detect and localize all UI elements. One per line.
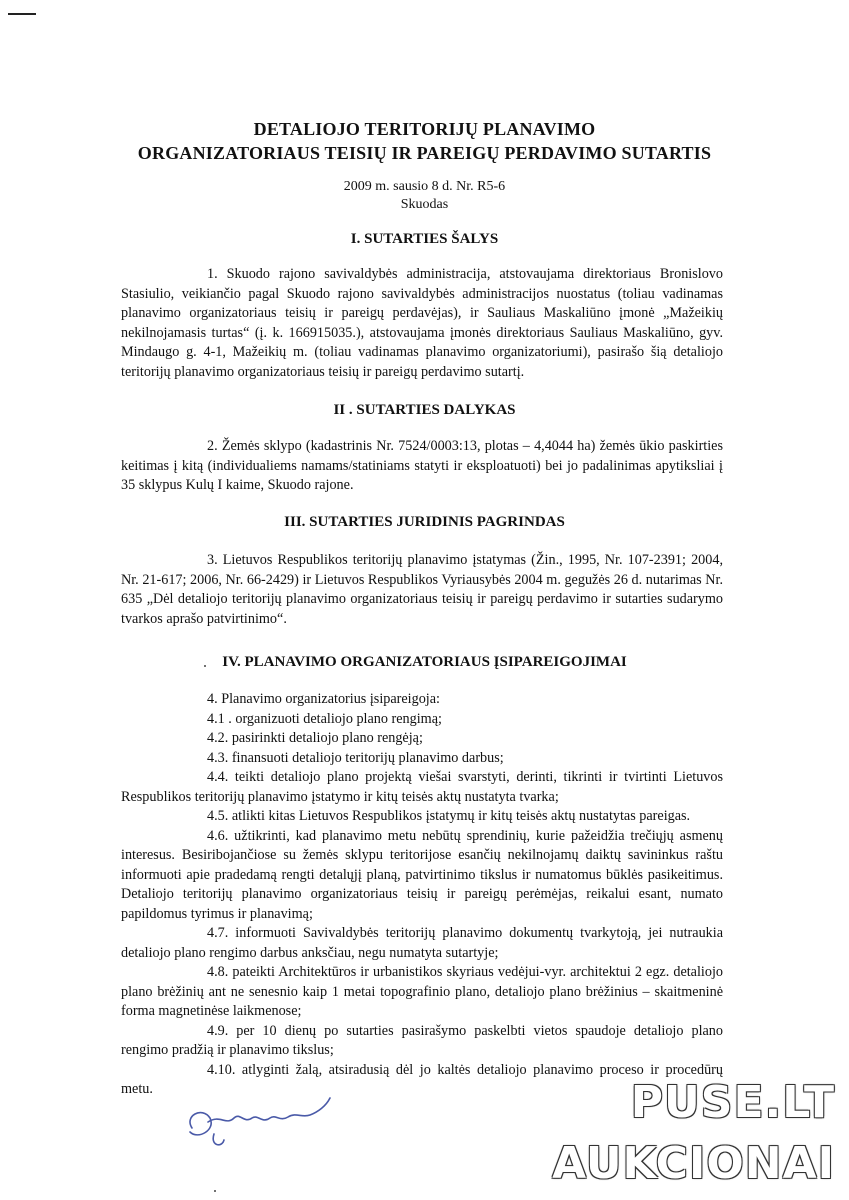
- list-item: 4.10. atlyginti žalą, atsiradusią dėl jo kaltės detaliojo planavimo proceso ir procedūrų metu.: [121, 1061, 723, 1097]
- list-item: 4.8. pateikti Architektūros ir urbanistikos skyriaus vedėjui-vyr. architektui 2 egz. detaliojo plano brėžinių ant ne senesnio kaip 1 metai topografinio plano, detaliojo plano brėžinius – skaitmeninė forma magnetinėse laikmenose;: [121, 964, 723, 1019]
- section-1-paragraph: 1. Skuodo rajono savivaldybės administracija, atstovaujama direktoriaus Bronislovo Stasiulio, veikiančio pagal Skuodo rajono savivaldybės administracijos nuostatus (toliau vadinamas planavimo organizatoriaus teisių ir pareigų perdavėjas), ir Sauliaus Maskaliūno įmonė „Mažeikių nekilnojamasis turtas“ (į. k. 166915035.), atstovaujama įmonės direktoriaus Sauliaus Maskaliūno, gyv. Mindaugo g. 4-1, Mažeikių m. (toliau vadinamas planavimo organizatoriumi), pasirašo šią detaliojo teritorijų planavimo organizatoriaus teisių ir pareigų perdavimo sutartį.: [121, 266, 723, 380]
- list-item: 4.9. per 10 dienų po sutarties pasirašymo paskelbti vietos spaudoje detaliojo plano rengimo pradžią ir planavimo tikslus;: [121, 1022, 723, 1058]
- section-3-paragraph: 3. Lietuvos Respublikos teritorijų planavimo įstatymas (Žin., 1995, Nr. 107-2391; 2004, Nr. 21-617; 2006, Nr. 66-2429) ir Lietuvos Respublikos Vyriausybės 2004 m. gegužės 26 d. nutarimas Nr. 635 „Dėl detaliojo teritorijų planavimo organizatoriaus teisių ir pareigų perdavimo ir sutarties sudarymo tvarkos aprašo patvirtinimo“.: [121, 552, 723, 627]
- list-item: 4.1 . organizuoti detaliojo plano rengimą;: [207, 710, 442, 727]
- list-item: 4.7. informuoti Savivaldybės teritorijų planavimo dokumentų tvarkytoją, jei nutraukia detaliojo plano rengimo darbus anksčiau, negu numatyta sutartyje;: [121, 925, 723, 961]
- watermark-line1: PUSE.LT: [630, 1077, 835, 1128]
- list-item: 4.6. užtikrinti, kad planavimo metu nebūtų sprendinių, kurie pažeidžia trečiųjų asmenų interesus. Besiribojančiose su žemės sklypu teritorijose esančių nekilnojamų daiktų savininkus raštu informuoti apie pradedamą rengti detalųjį planą, patvirtinimo tikslus ir numatomus būklės pasikeitimus. Detaliojo teritorijų planavimo organizatoriaus teisių ir pareigų perėmėjas, reikalui esant, numato papildomus tyrimus ir planavimą;: [121, 827, 723, 922]
- section-heading-3: III. SUTARTIES JURIDINIS PAGRINDAS: [284, 514, 565, 530]
- document-place: Skuodas: [400, 197, 449, 212]
- handwritten-signature: [180, 1088, 340, 1158]
- scan-speck: [214, 1190, 216, 1192]
- section-2-paragraph: 2. Žemės sklypo (kadastrinis Nr. 7524/0003:13, plotas – 4,4044 ha) žemės ūkio paskirties keitimas į kitą (individualiems namams/statiniams statyti ir eksploatuoti) bei jo padalinimas apytiksliai į 35 sklypus Kulų I kaime, Skuodo rajone.: [121, 438, 723, 493]
- list-item: 4.2. pasirinkti detaliojo plano rengėją;: [207, 730, 423, 746]
- scan-speck: [204, 665, 206, 667]
- list-item: 4.3. finansuoti detaliojo teritorijų planavimo darbus;: [207, 749, 504, 766]
- list-item: 4.4. teikti detaliojo plano projektą viešai svarstyti, derinti, tikrinti ir tvirtinti Lietuvos Respublikos teritorijų planavimo įstatymo ir kitų teisės aktų nustatyta tvarka;: [121, 769, 723, 805]
- document-title-line1: DETALIOJO TERITORIJŲ PLANAVIMO: [253, 119, 596, 139]
- section-heading-2: II . SUTARTIES DALYKAS: [333, 402, 516, 418]
- section-heading-1: I. SUTARTIES ŠALYS: [350, 231, 499, 247]
- scan-mark: [8, 13, 36, 15]
- document-date-number: 2009 m. sausio 8 d. Nr. R5-6: [343, 179, 506, 194]
- watermark-line2: AUKCIONAI: [552, 1138, 835, 1189]
- list-item: 4.5. atlikti kitas Lietuvos Respublikos įstatymų ir kitų teisės aktų nustatytas pareigas.: [207, 808, 691, 824]
- list-item: 4. Planavimo organizatorius įsipareigoja:: [207, 691, 440, 707]
- obligations-list: [121, 690, 723, 1100]
- section-heading-4: IV. PLANAVIMO ORGANIZATORIAUS ĮSIPAREIGOJIMAI: [222, 654, 627, 670]
- document-title-line2: ORGANIZATORIAUS TEISIŲ IR PAREIGŲ PERDAVIMO SUTARTIS: [137, 143, 712, 163]
